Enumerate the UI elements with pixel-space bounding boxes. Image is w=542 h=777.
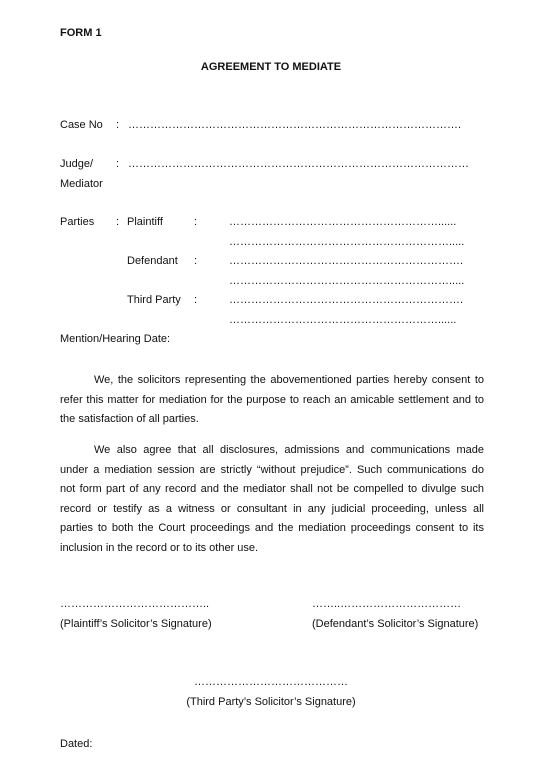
third-party-field-2[interactable]: …………………………………………………...... [229, 314, 457, 326]
paragraph-line: We, the solicitors representing the abovementioned parties hereby consent to [94, 374, 484, 386]
plaintiff-signature-line[interactable]: ………………………………….. [60, 598, 210, 610]
judge-colon: : [116, 158, 120, 170]
paragraph-line: parties to both the Court proceedings and the mediation proceedings consent to its [60, 522, 484, 534]
consent-paragraph [60, 371, 484, 430]
paragraph-line: the satisfaction of all parties. [60, 413, 199, 425]
plaintiff-field-1[interactable]: …………………………………………………...... [229, 216, 457, 228]
defendant-colon: : [194, 255, 198, 267]
defendant-signature-label: (Defendant’s Solicitor’s Signature) [312, 618, 479, 630]
defendant-signature-line[interactable]: ……..…………………………… [312, 598, 462, 610]
plaintiff-label: Plaintiff [127, 216, 163, 228]
mediator-label: Mediator [60, 178, 103, 190]
without-prejudice-paragraph [60, 441, 484, 558]
mention-hearing-date-label: Mention/Hearing Date: [60, 333, 171, 345]
paragraph-line: record or testify as a witness or consultant in any judicial proceeding, unless all [60, 502, 484, 515]
form-number: FORM 1 [60, 27, 102, 39]
defendant-label: Defendant [127, 255, 178, 267]
page-title: AGREEMENT TO MEDIATE [200, 61, 342, 73]
third-party-signature-label: (Third Party’s Solicitor’s Signature) [186, 696, 356, 708]
case-no-field[interactable]: ………………………………………………………………………………. [128, 119, 462, 131]
paragraph-line: under a mediation session are strictly “without prejudice”. Such communications do [60, 463, 484, 476]
third-party-label: Third Party [127, 294, 181, 306]
third-party-field-1[interactable]: ………………………………………………………. [229, 294, 464, 306]
paragraph-line: inclusion in the record or to its other use. [60, 541, 259, 554]
case-no-colon: : [116, 119, 120, 131]
paragraph-line: not form part of any record and the mediator shall not be compelled to divulge such [60, 483, 484, 495]
paragraph-line: We also agree that all disclosures, admissions and communications made [94, 444, 484, 456]
defendant-field-1[interactable]: ………………………………………………………. [229, 255, 464, 267]
third-party-colon: : [194, 294, 198, 306]
judge-label: Judge/ [60, 158, 94, 170]
case-no-label: Case No [60, 119, 103, 131]
parties-label: Parties [60, 216, 95, 228]
plaintiff-signature-label: (Plaintiff’s Solicitor’s Signature) [60, 618, 212, 630]
plaintiff-field-2[interactable]: ……………………………………………………..... [229, 236, 465, 248]
judge-field[interactable]: ………………………………………………………………………………… [128, 158, 469, 170]
plaintiff-colon: : [194, 216, 198, 228]
dated-label: Dated: [60, 738, 93, 750]
third-party-signature-line[interactable]: …………………………………… [194, 676, 348, 688]
paragraph-line: refer this matter for mediation for the purpose to reach an amicable settlement and to [60, 393, 484, 406]
defendant-field-2[interactable]: ……………………………………………………..... [229, 275, 465, 287]
parties-colon: : [116, 216, 120, 228]
